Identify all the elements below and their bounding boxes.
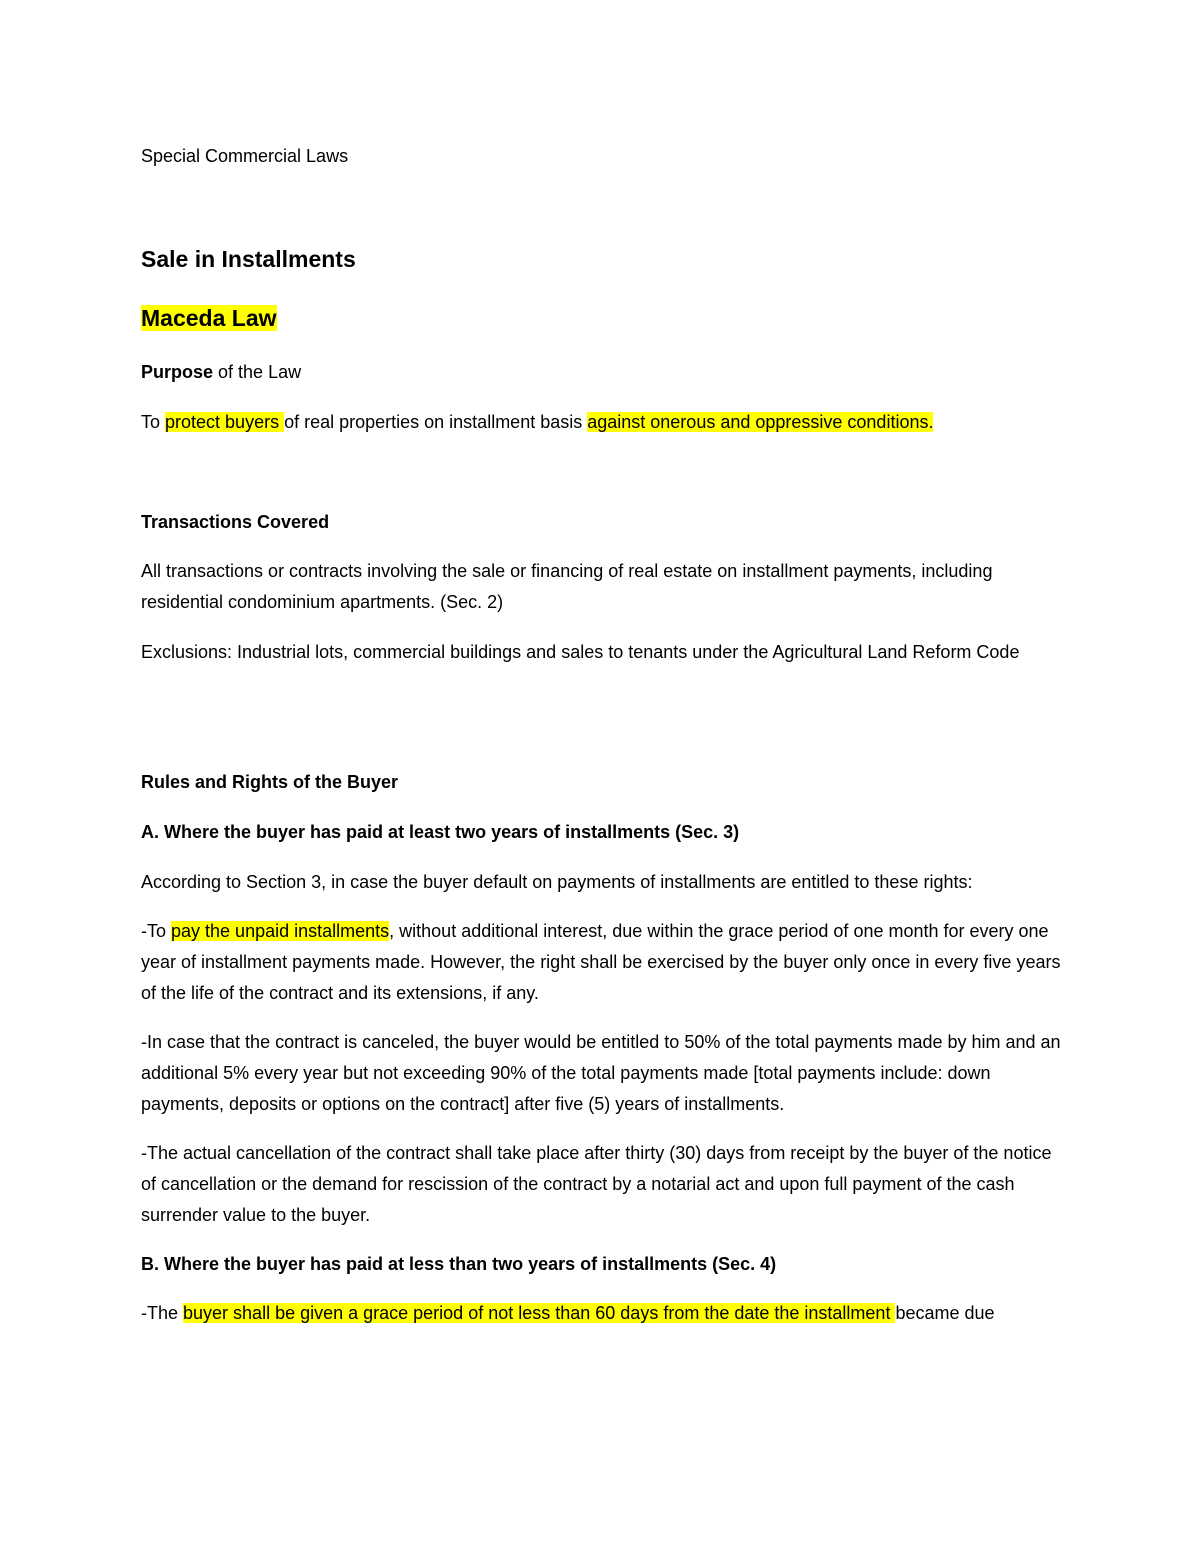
section-a-item-1-post: , without additional interest, due within the grace period of one month for every one year of installment payments made. However, the right shall be exercised by the buyer only once in every five years of the life of the contract and its extensions, if any.: [141, 921, 1061, 1003]
transactions-body: All transactions or contracts involving the sale or financing of real estate on installment payments, including residential condominium apartments. (Sec. 2): [141, 561, 993, 612]
section-a-item-1: [141, 916, 1061, 1009]
purpose-text: [141, 410, 933, 434]
purpose-label: [141, 360, 301, 384]
transactions-exclusions: Exclusions: Industrial lots, commercial buildings and sales to tenants under the Agricultural Land Reform Code: [141, 642, 1020, 662]
transactions-heading: Transactions Covered: [141, 512, 330, 532]
section-b-heading: B. Where the buyer has paid at less than two years of installments (Sec. 4): [141, 1254, 777, 1274]
heading-sale-in-installments: Sale in Installments: [141, 246, 356, 272]
section-b-item-1-pre: -The: [141, 1303, 184, 1323]
purpose-text-part-1: To: [141, 412, 166, 432]
section-a-item-1-pre: -To: [141, 921, 172, 941]
purpose-highlight-protect-buyers: protect buyers: [165, 412, 285, 432]
heading-maceda-law: [141, 303, 277, 333]
section-a-item-2: -In case that the contract is canceled, the buyer would be entitled to 50% of the total payments made by him and an additional 5% every year but not exceeding 90% of the total payments made [total payments include: down payments, deposits or options on the contract] after five (5) years of installments.: [141, 1032, 1061, 1114]
doc-title: Special Commercial Laws: [141, 146, 349, 166]
section-b-item-1: [141, 1298, 1061, 1329]
section-a-intro: According to Section 3, in case the buyer default on payments of installments are entitled to these rights:: [141, 872, 973, 892]
rules-heading: Rules and Rights of the Buyer: [141, 772, 399, 792]
purpose-label-rest: of the Law: [213, 362, 302, 382]
section-a-item-1-highlight: pay the unpaid installments: [171, 921, 390, 941]
section-b-item-1-post: became due: [895, 1303, 995, 1323]
purpose-label-bold: Purpose: [141, 362, 214, 382]
maceda-law-highlight: Maceda Law: [141, 305, 277, 331]
purpose-highlight-conditions: against onerous and oppressive conditions.: [587, 412, 934, 432]
purpose-text-part-2: of real properties on installment basis: [284, 412, 588, 432]
section-a-heading: A. Where the buyer has paid at least two years of installments (Sec. 3): [141, 822, 740, 842]
section-b-item-1-highlight: buyer shall be given a grace period of not less than 60 days from the date the installment: [183, 1303, 896, 1323]
section-a-item-3: -The actual cancellation of the contract shall take place after thirty (30) days from receipt by the buyer of the notice of cancellation or the demand for rescission of the contract by a notarial act and upon full payment of the cash surrender value to the buyer.: [141, 1143, 1052, 1225]
